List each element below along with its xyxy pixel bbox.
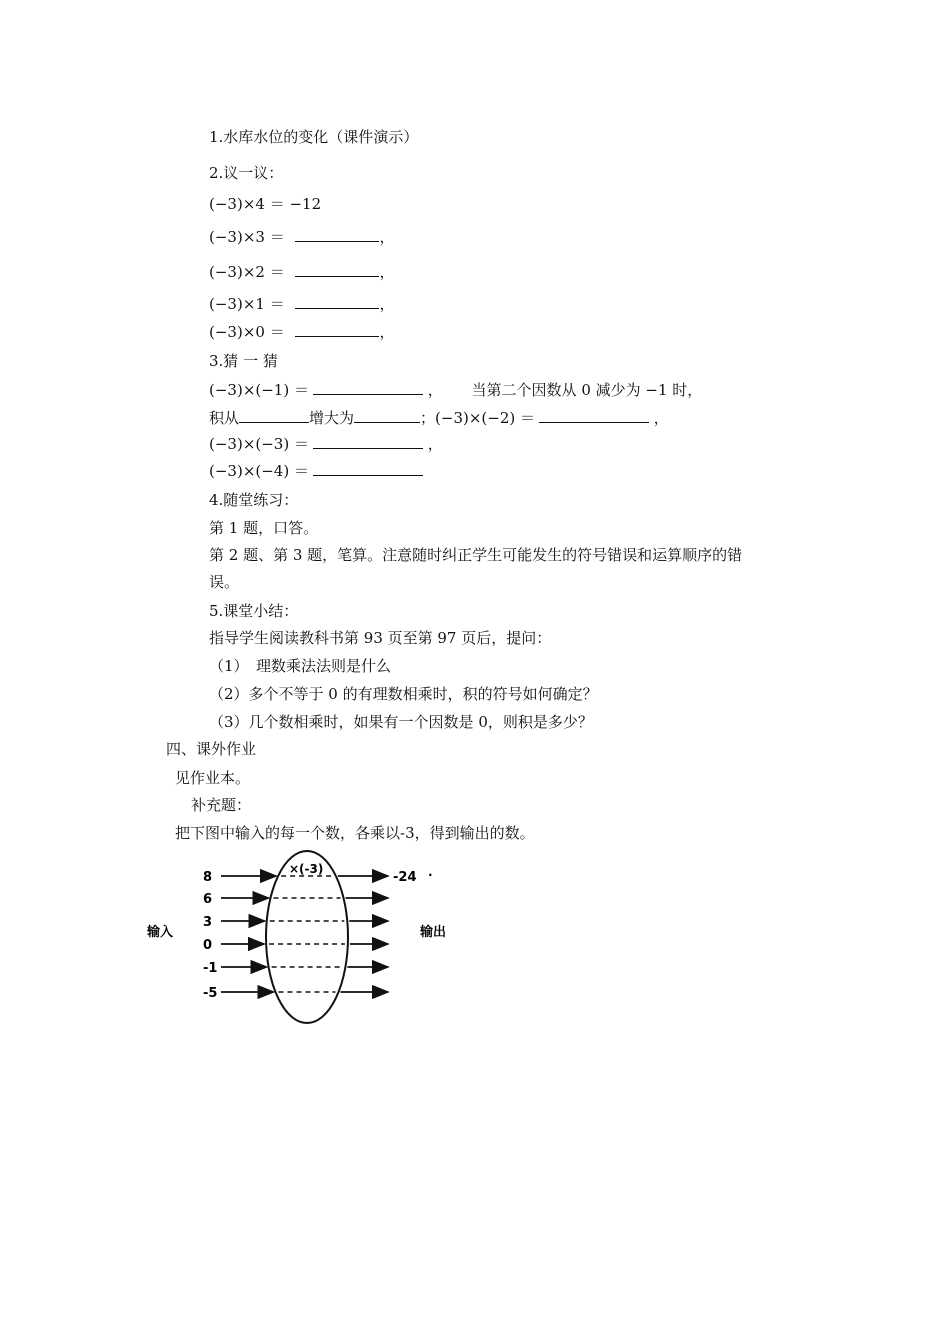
output-value: -24 (393, 870, 417, 885)
input-value: 8 (203, 870, 213, 885)
section-3-heading: 3.猜 一 猜 (209, 352, 278, 370)
guess-2-label-to: 增大为 (309, 409, 355, 427)
section-2-heading: 2.议一议： (209, 164, 284, 182)
guess-2-label-from: 积从 (209, 409, 240, 427)
input-value: -5 (203, 986, 218, 1001)
guess-1-expr: (−3)×(−1) ＝ (209, 381, 309, 399)
stray-dot: · (428, 868, 433, 882)
section-5-heading: 5.课堂小结： (209, 602, 299, 620)
comma: ， (427, 381, 443, 399)
guess-1-note: 当第二个因数从 0 减少为 −1 时， (471, 381, 703, 399)
diagram-rows (203, 870, 388, 1001)
input-value: 6 (203, 892, 213, 907)
equation-3-text: (−3)×2 ＝ (209, 263, 285, 281)
equation-2-text: (−3)×3 ＝ (209, 228, 285, 246)
supplement-heading: 补充题： (191, 796, 252, 814)
input-value: 0 (203, 938, 213, 953)
practice-2-cont: 误。 (209, 573, 240, 591)
guess-2-expr: ；(−3)×(−2) ＝ (420, 409, 535, 427)
summary-q1: （1） 理数乘法法则是什么 (209, 657, 392, 675)
guess-3-expr: (−3)×(−3) ＝ (209, 435, 309, 453)
guess-4-expr: (−3)×(−4) ＝ (209, 462, 309, 480)
supplement-task: 把下图中输入的每一个数，各乘以-3，得到输出的数。 (175, 824, 535, 842)
comma: ， (379, 295, 395, 313)
comma: ， (427, 435, 443, 453)
homework-heading: 四、课外作业 (166, 740, 257, 758)
practice-1: 第 1 题，口答。 (209, 519, 319, 537)
function-machine-ellipse (266, 851, 348, 1023)
practice-2: 第 2 题、第 3 题，笔算。注意随时纠正学生可能发生的符号错误和运算顺序的错 (209, 546, 743, 564)
input-value: -1 (203, 961, 218, 976)
comma: ， (379, 228, 395, 246)
output-label: 输出 (420, 925, 447, 940)
summary-intro: 指导学生阅读教科书第 93 页至第 97 页后，提问： (209, 629, 552, 647)
comma: ， (653, 409, 669, 427)
section-1-heading: 1.水库水位的变化（课件演示） (209, 128, 419, 146)
equation-5-text: (−3)×0 ＝ (209, 323, 285, 341)
input-value: 3 (203, 915, 213, 930)
summary-q2: （2）多个不等于 0 的有理数相乘时，积的符号如何确定？ (209, 685, 598, 703)
input-label: 输入 (147, 925, 174, 940)
comma: ， (379, 263, 395, 281)
summary-q3: （3）几个数相乘时，如果有一个因数是 0，则积是多少？ (209, 713, 593, 731)
equation-1: (−3)×4 ＝ −12 (209, 195, 322, 213)
homework-text: 见作业本。 (175, 769, 251, 787)
operator-label: ×(-3) (289, 862, 324, 876)
equation-4-text: (−3)×1 ＝ (209, 295, 285, 313)
section-4-heading: 4.随堂练习： (209, 491, 299, 509)
comma: ， (379, 323, 395, 341)
